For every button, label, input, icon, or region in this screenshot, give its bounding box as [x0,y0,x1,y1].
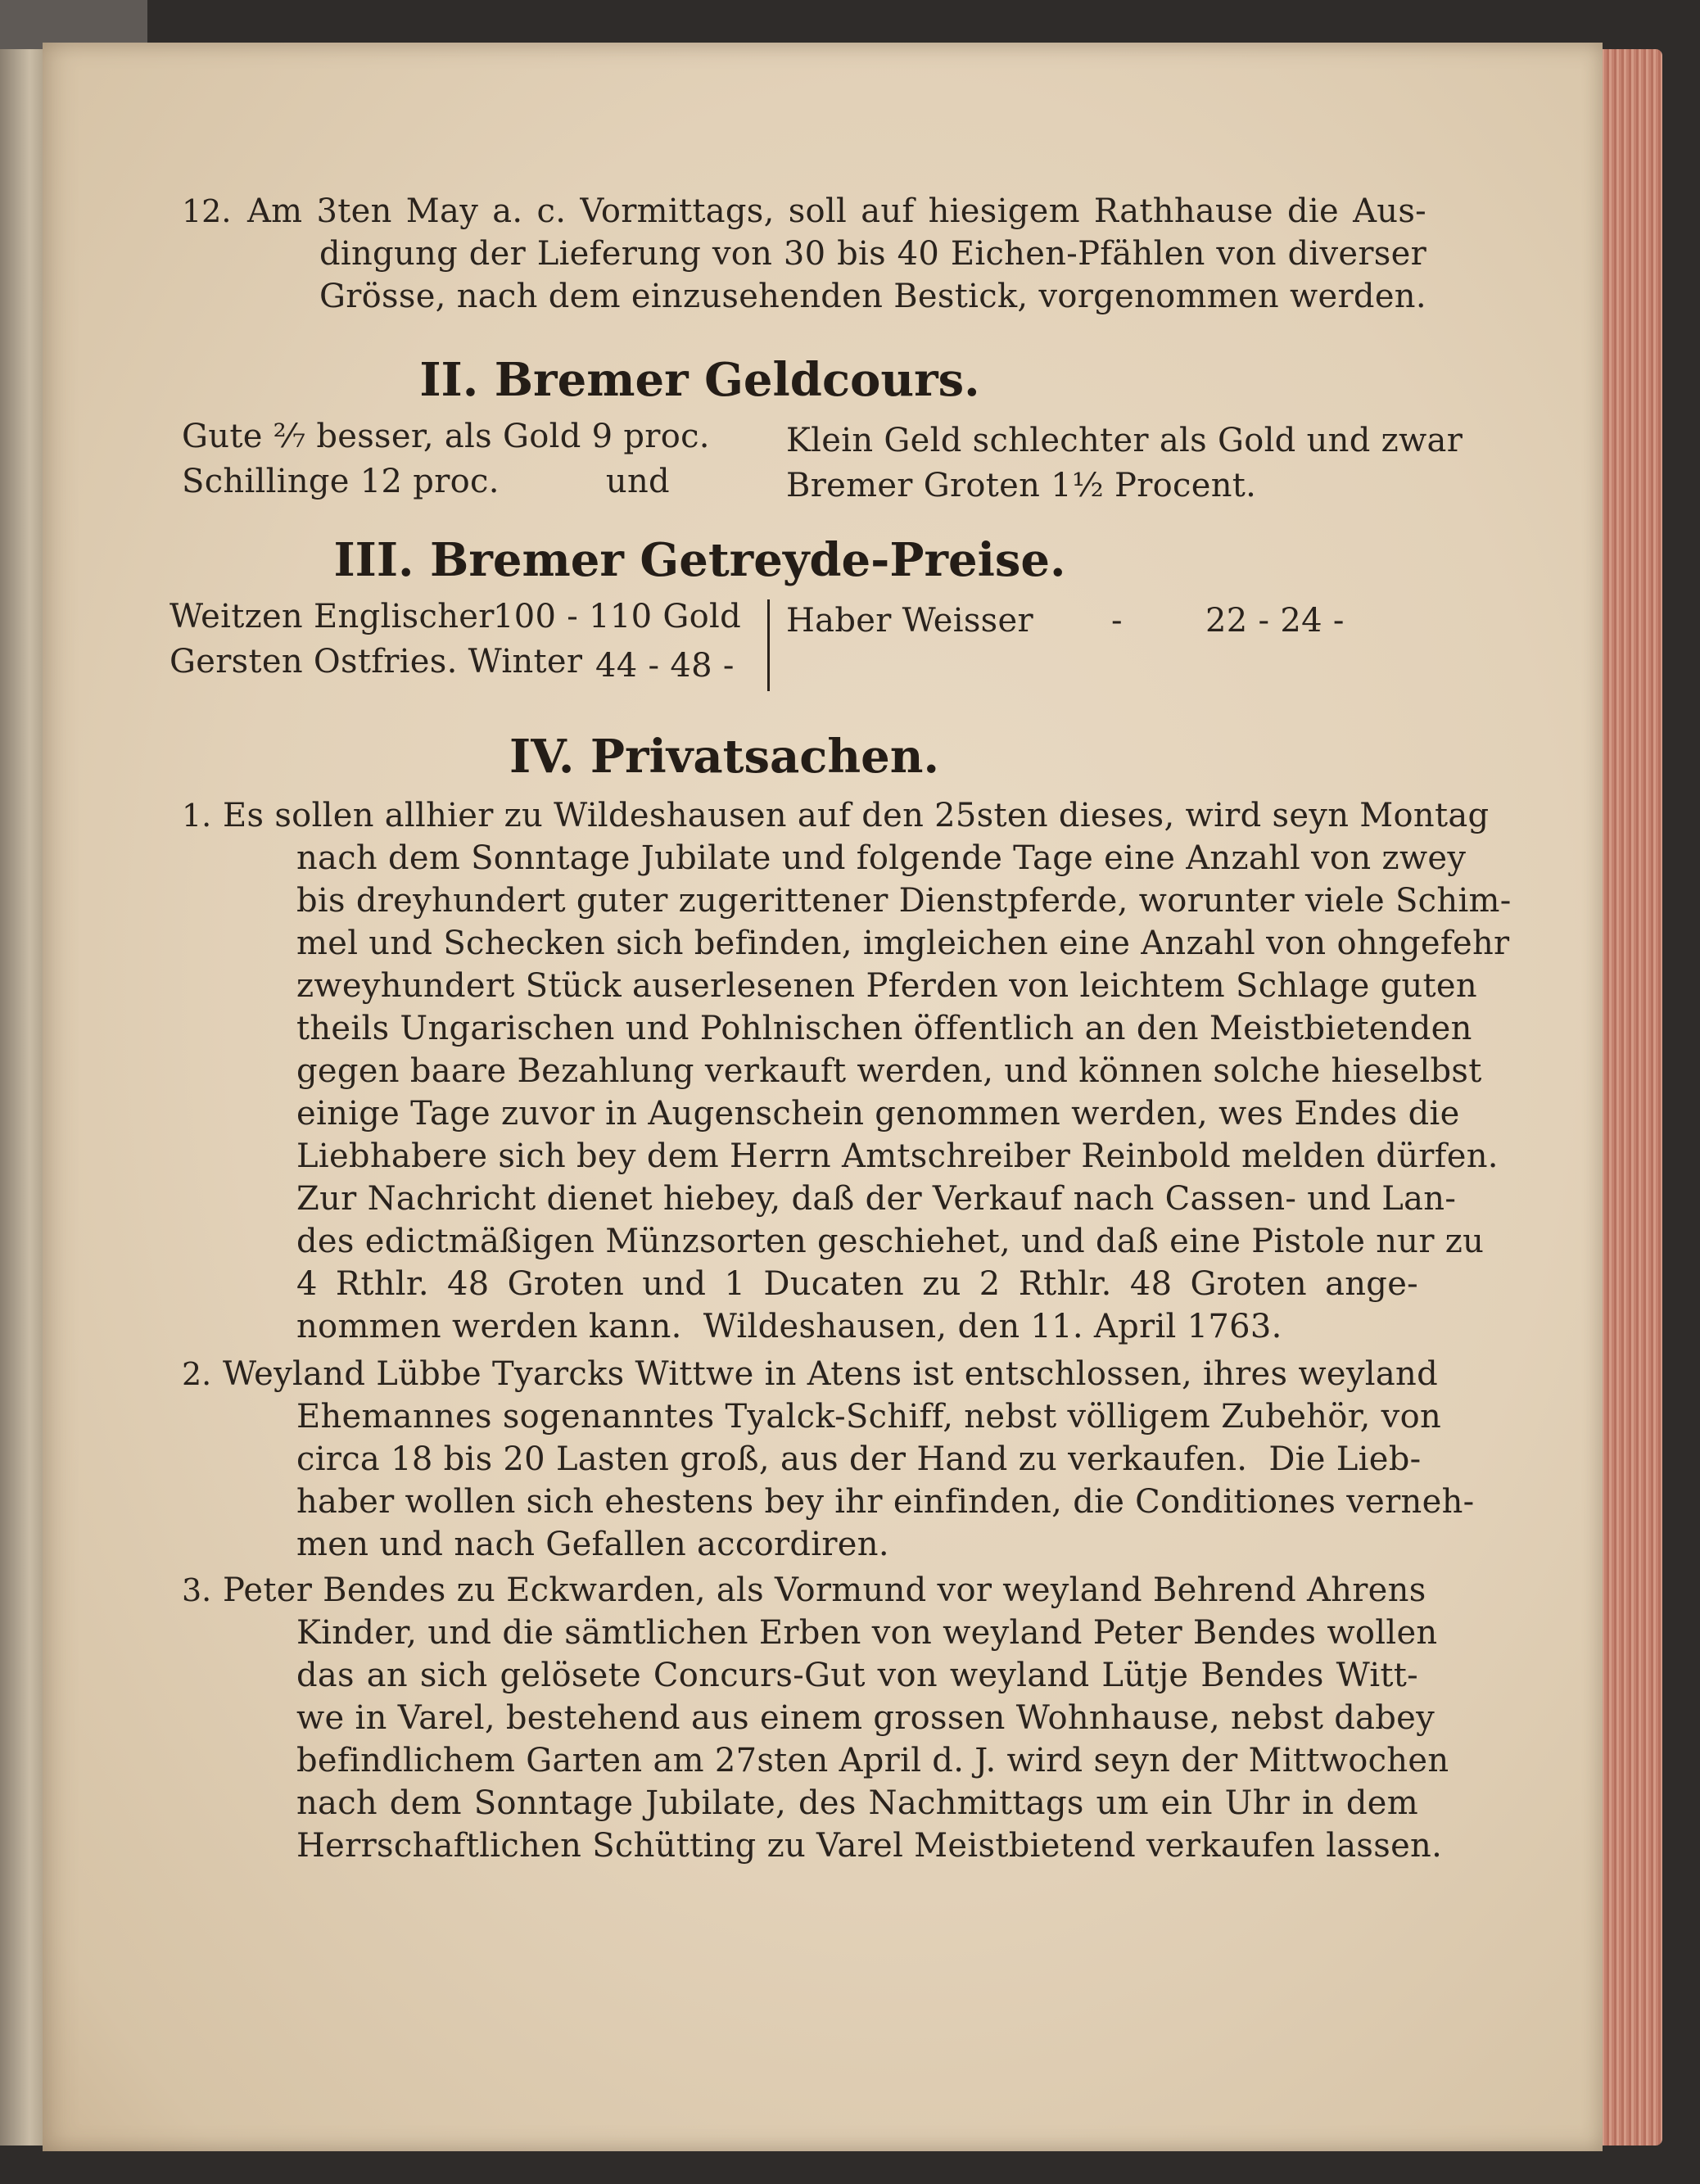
privat-item-3-line-5: befindlichem Garten am 27sten April d. J. wird seyn der Mittwochen [296,1742,1449,1779]
column-divider [767,599,770,691]
privat-item-2-line-1: Weyland Lübbe Tyarcks Wittwe in Atens ist entschlossen, ihres weyland [223,1355,1438,1393]
privat-item-1-line-8: einige Tage zuvor in Augenschein genommen werden, wes Endes die [296,1095,1460,1133]
privat-item-1-line-2: nach dem Sonntage Jubilate und folgende Tage eine Anzahl von zwey [296,839,1467,877]
privat-item-1-line-5: zweyhundert Stück auserlesenen Pferden von leichtem Schlage guten [296,967,1477,1005]
privat-item-2-line-2: Ehemannes sogenanntes Tyalck-Schiff, nebst völligem Zubehör, von [296,1398,1442,1436]
privat-item-2-number: 2. [182,1356,212,1392]
section-12-line-3: Grösse, nach dem einzusehenden Bestick, vorgenommen werden. [319,278,1426,315]
privat-item-1-line-3: bis dreyhundert guter zugerittener Dienstpferde, worunter viele Schim- [296,882,1512,920]
privat-item-1-line-6: theils Ungarischen und Pohlnischen öffentlich an den Meistbietenden [296,1010,1472,1047]
geldcours-right-2: Bremer Groten 1½ Procent. [786,467,1257,504]
document-page [43,43,1603,2151]
privat-item-3-line-4: we in Varel, bestehend aus einem grossen Wohnhause, nebst dabey [296,1699,1436,1737]
privat-item-3-line-7: Herrschaftlichen Schütting zu Varel Meistbietend verkaufen lassen. [296,1827,1443,1865]
getreyde-row-2-price: 44 - 48 - [595,647,735,685]
privat-item-3-number: 3. [182,1572,212,1608]
privat-item-1-line-9: Liebhabere sich bey dem Herrn Amtschreiber Reinbold melden dürfen. [296,1137,1499,1175]
privat-item-1-line-7: gegen baare Bezahlung verkauft werden, und können solche hieselbst [296,1052,1482,1090]
privat-item-3-line-1: Peter Bendes zu Eckwarden, als Vormund vor weyland Behrend Ahrens [223,1571,1426,1609]
privat-item-1-line-11: des edictmäßigen Münzsorten geschiehet, und daß eine Pistole nur zu [296,1223,1485,1260]
privat-item-3-line-6: nach dem Sonntage Jubilate, des Nachmittags um ein Uhr in dem [296,1784,1418,1822]
privat-item-1-line-13: nommen werden kann. Wildeshausen, den 11. April 1763. [296,1308,1282,1345]
getreyde-right-price: 22 - 24 - [1205,602,1345,640]
geldcours-left-1: Gute ²⁄₇ besser, als Gold 9 proc. [182,418,710,455]
privat-item-2-line-5: men und nach Gefallen accordiren. [296,1526,889,1563]
privat-item-1-line-10: Zur Nachricht dienet hiebey, daß der Verkauf nach Cassen- und Lan- [296,1180,1457,1218]
privat-item-3-line-2: Kinder, und die sämtlichen Erben von weyland Peter Bendes wollen [296,1614,1438,1652]
geldcours-right-1: Klein Geld schlechter als Gold und zwar [786,422,1463,459]
getreyde-row-1-price: 100 - 110 Gold [493,598,741,635]
getreyde-right-dash: - [1111,602,1123,640]
privat-item-2-line-3: circa 18 bis 20 Lasten groß, aus der Hand zu verkaufen. Die Lieb- [296,1440,1422,1478]
geldcours-left-2: Schillinge 12 proc. und [182,463,670,500]
privat-item-2-line-4: haber wollen sich ehestens bey ihr einfinden, die Conditiones verneh- [296,1483,1475,1521]
getreyde-right-name: Haber Weisser [786,602,1033,640]
section-12-line-1: Am 3ten May a. c. Vormittags, soll auf hiesigem Rathhause die Aus- [247,192,1426,230]
privat-heading: IV. Privatsachen. [509,730,939,784]
getreyde-row-1-name: Weitzen Englischer [170,598,495,635]
privat-item-1-number: 1. [182,798,212,834]
getreyde-heading: III. Bremer Getreyde-Preise. [333,533,1066,587]
privat-item-1-line-4: mel und Schecken sich befinden, imgleichen eine Anzahl von ohngefehr [296,925,1510,962]
section-12-line-2: dingung der Lieferung von 30 bis 40 Eichen-Pfählen von diverser [319,235,1426,273]
privat-item-1-line-12: 4 Rthlr. 48 Groten und 1 Ducaten zu 2 Rthlr. 48 Groten ange- [296,1265,1418,1303]
getreyde-row-2-name: Gersten Ostfries. Winter [170,643,583,681]
section-12-number: 12. [182,193,232,229]
geldcours-heading: II. Bremer Geldcours. [419,353,980,407]
privat-item-3-line-3: das an sich gelösete Concurs-Gut von weyland Lütje Bendes Witt- [296,1657,1418,1694]
privat-item-1-line-1: Es sollen allhier zu Wildeshausen auf den 25sten dieses, wird seyn Montag [223,797,1490,834]
